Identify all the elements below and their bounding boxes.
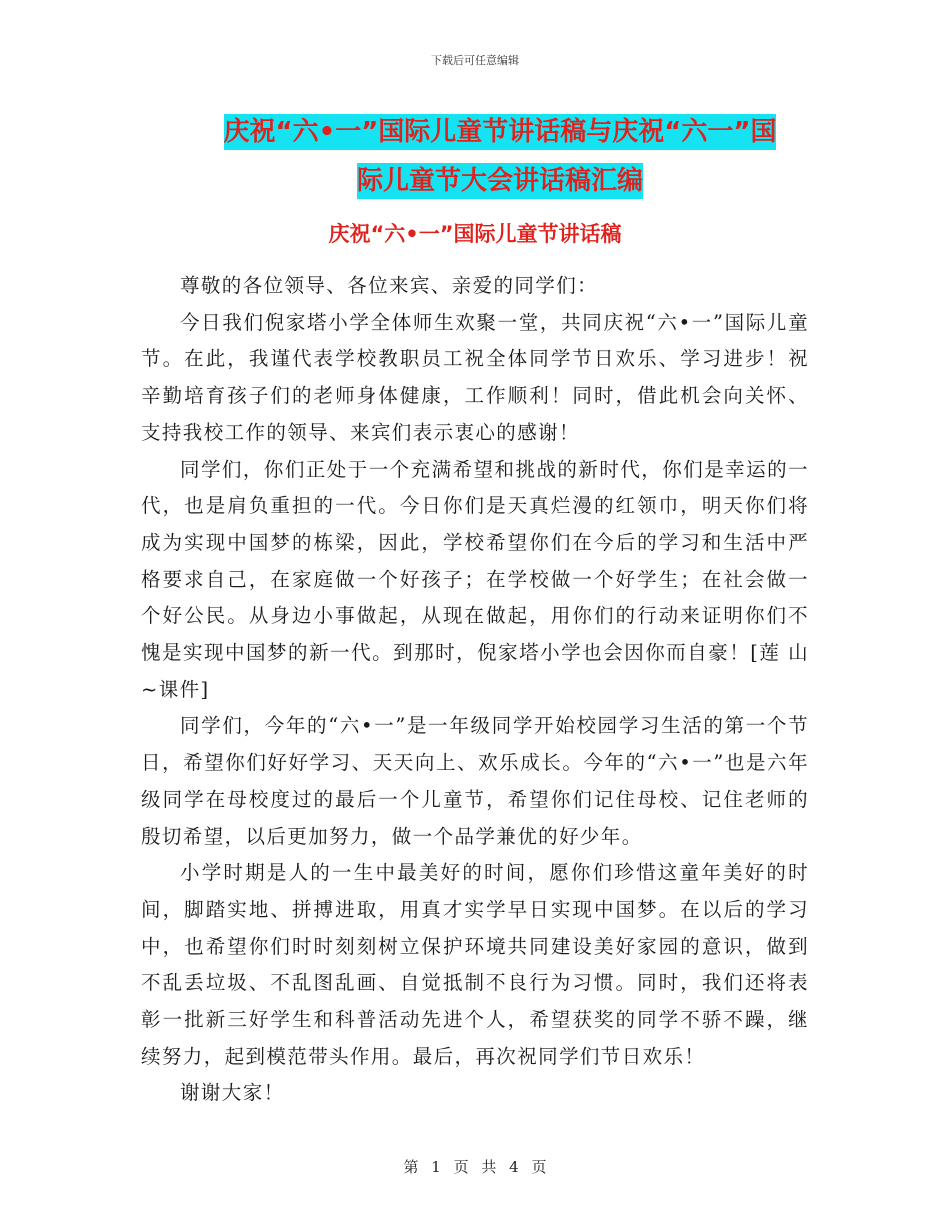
page-number-footer: 第 1 页 共 4 页 xyxy=(403,1158,547,1176)
body-paragraph: 同学们，今年的“六•一”是一年级同学开始校园学习生活的第一个节日，希望你们好好学习、天天向上、欢乐成长。今年的“六•一”也是六年级同学在母校度过的最后一个儿童节，希望你们记住母校、记住老师的殷切希望，以后更加努力，做一个品学兼优的好少年。 xyxy=(141,714,809,848)
section-title: 庆祝“六•一”国际儿童节讲话稿 xyxy=(328,222,622,246)
speech-body xyxy=(141,268,809,1112)
document-title-line-2: 际儿童节大会讲话稿汇编 xyxy=(357,163,643,199)
body-paragraph: 同学们，你们正处于一个充满希望和挑战的新时代，你们是幸运的一代，也是肩负重担的一代。今日你们是天真烂漫的红领巾，明天你们将成为实现中国梦的栋梁，因此，学校希望你们在今后的学习和生活中严格要求自己，在家庭做一个好孩子；在学校做一个好学生；在社会做一个好公民。从身边小事做起，从现在做起，用你们的行动来证明你们不愧是实现中国梦的新一代。到那时，倪家塔小学也会因你而自豪！[莲 山~课件] xyxy=(141,457,809,701)
greeting-paragraph: 尊敬的各位领导、各位来宾、亲爱的同学们： xyxy=(180,274,599,297)
document-title xyxy=(160,108,840,206)
page-header-note: 下载后可任意编辑 xyxy=(431,54,519,67)
body-paragraph: 今日我们倪家塔小学全体师生欢聚一堂，共同庆祝“六•一”国际儿童节。在此，我谨代表学校教职员工祝全体同学节日欢乐、学习进步！祝辛勤培育孩子们的老师身体健康，工作顺利！同时，借此机会向关怀、支持我校工作的领导、来宾们表示衷心的感谢！ xyxy=(141,310,809,444)
body-paragraph: 小学时期是人的一生中最美好的时间，愿你们珍惜这童年美好的时间，脚踏实地、拼搏进取，用真才实学早日实现中国梦。在以后的学习中，也希望你们时时刻刻树立保护环境共同建设美好家园的意识，做到不乱丢垃圾、不乱图乱画、自觉抵制不良行为习惯。同时，我们还将表彰一批新三好学生和科普活动先进个人，希望获奖的同学不骄不躁，继续努力，起到模范带头作用。最后，再次祝同学们节日欢乐！ xyxy=(141,861,809,1068)
closing-paragraph: 谢谢大家！ xyxy=(180,1081,285,1105)
document-title-line-1: 庆祝“六•一”国际儿童节讲话稿与庆祝“六一”国 xyxy=(224,114,777,150)
